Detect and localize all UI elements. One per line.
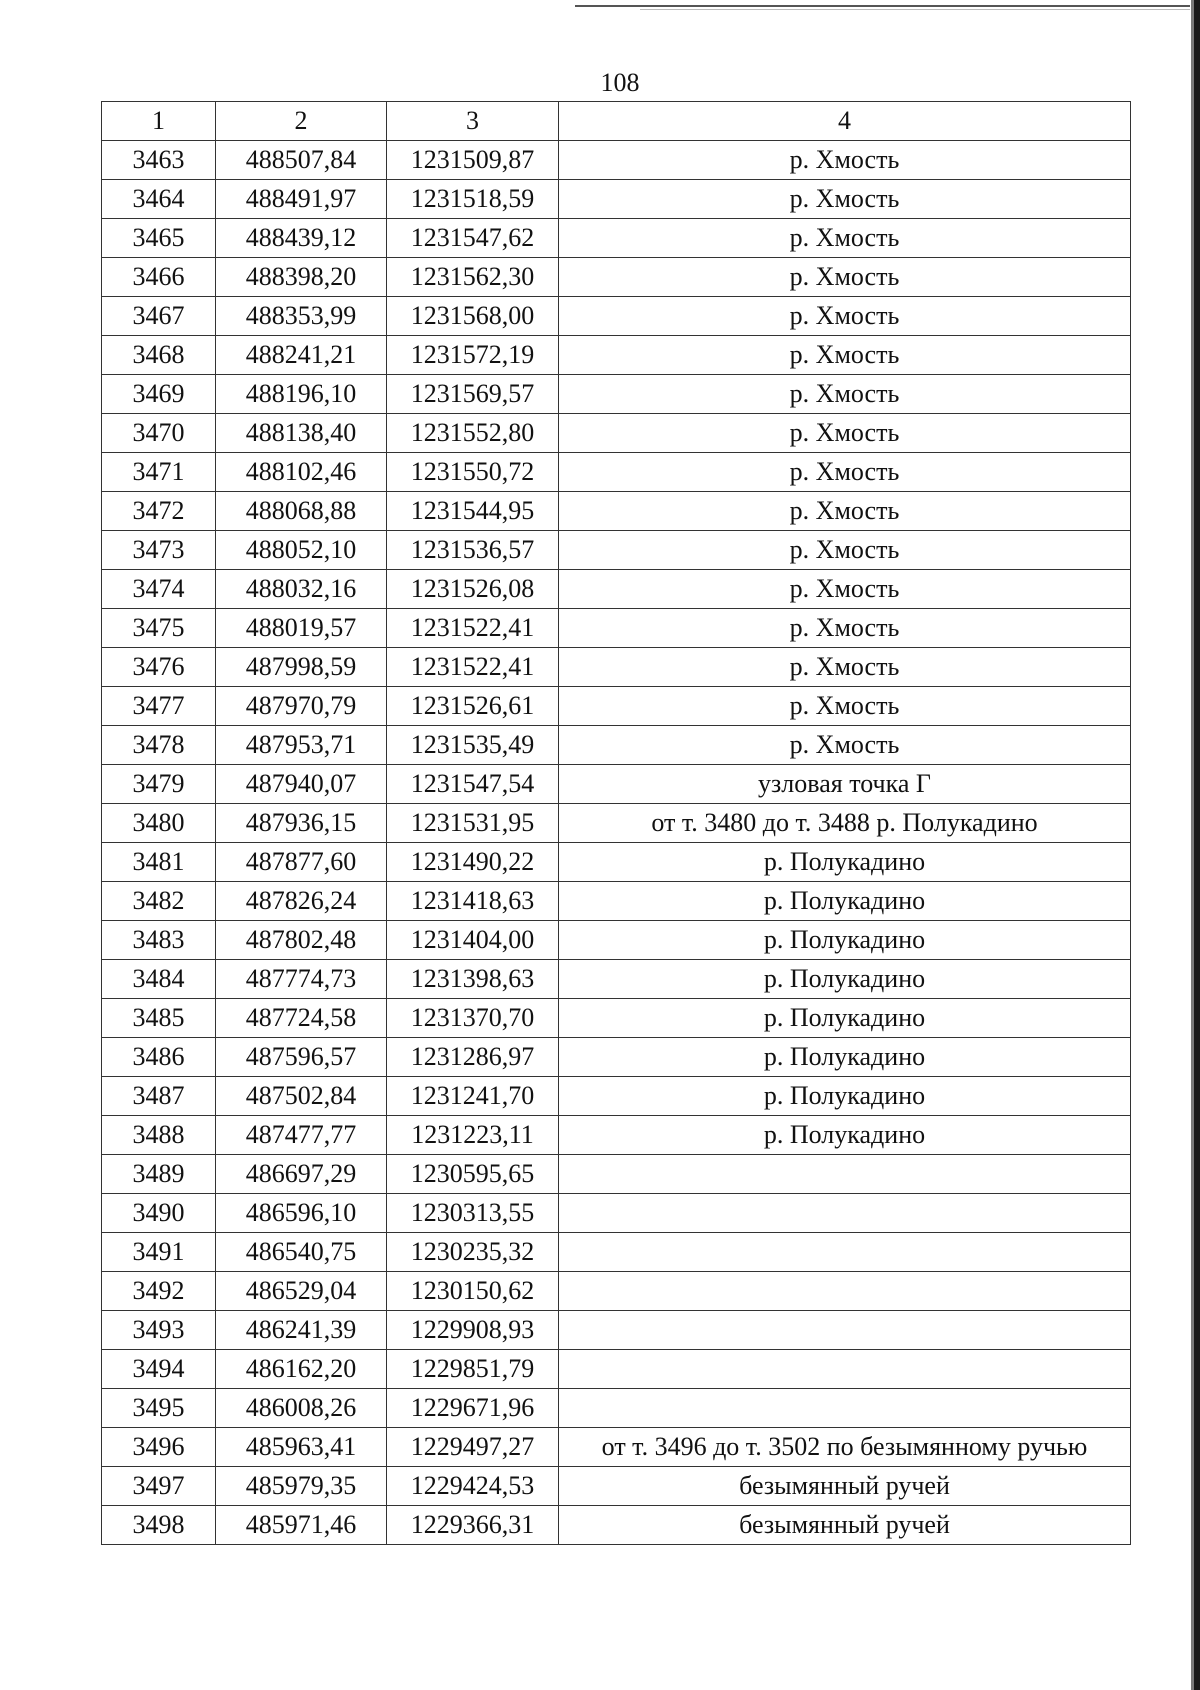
table-row — [102, 648, 1131, 687]
description-cell: р. Хмость — [559, 141, 1131, 180]
y-coordinate-cell: 1231526,61 — [387, 687, 559, 726]
y-coordinate-cell: 1231398,63 — [387, 960, 559, 999]
x-coordinate-cell: 485979,35 — [216, 1467, 387, 1506]
y-coordinate-cell: 1229671,96 — [387, 1389, 559, 1428]
y-coordinate-cell: 1231286,97 — [387, 1038, 559, 1077]
scan-top-edge-faint — [640, 9, 1190, 10]
scan-right-edge — [1194, 0, 1200, 1690]
x-coordinate-cell: 487936,15 — [216, 804, 387, 843]
y-coordinate-cell: 1229851,79 — [387, 1350, 559, 1389]
description-cell: от т. 3496 до т. 3502 по безымянному ручью — [559, 1428, 1131, 1467]
table-row — [102, 921, 1131, 960]
point-number-cell: 3477 — [102, 687, 216, 726]
header-row — [102, 102, 1131, 141]
header-col-2: 2 — [216, 102, 387, 141]
y-coordinate-cell: 1230313,55 — [387, 1194, 559, 1233]
x-coordinate-cell: 486008,26 — [216, 1389, 387, 1428]
point-number-cell: 3469 — [102, 375, 216, 414]
y-coordinate-cell: 1231544,95 — [387, 492, 559, 531]
y-coordinate-cell: 1230235,32 — [387, 1233, 559, 1272]
x-coordinate-cell: 486540,75 — [216, 1233, 387, 1272]
y-coordinate-cell: 1231518,59 — [387, 180, 559, 219]
x-coordinate-cell: 488196,10 — [216, 375, 387, 414]
description-cell: р. Хмость — [559, 297, 1131, 336]
description-cell — [559, 1194, 1131, 1233]
point-number-cell: 3465 — [102, 219, 216, 258]
table-row — [102, 999, 1131, 1038]
table-row — [102, 141, 1131, 180]
point-number-cell: 3481 — [102, 843, 216, 882]
x-coordinate-cell: 487596,57 — [216, 1038, 387, 1077]
description-cell: р. Полукадино — [559, 882, 1131, 921]
table-row — [102, 1038, 1131, 1077]
y-coordinate-cell: 1231568,00 — [387, 297, 559, 336]
y-coordinate-cell: 1230595,65 — [387, 1155, 559, 1194]
table-row — [102, 414, 1131, 453]
table-row — [102, 843, 1131, 882]
x-coordinate-cell: 488507,84 — [216, 141, 387, 180]
point-number-cell: 3495 — [102, 1389, 216, 1428]
description-cell: от т. 3480 до т. 3488 р. Полукадино — [559, 804, 1131, 843]
table-row — [102, 687, 1131, 726]
point-number-cell: 3464 — [102, 180, 216, 219]
point-number-cell: 3491 — [102, 1233, 216, 1272]
point-number-cell: 3476 — [102, 648, 216, 687]
point-number-cell: 3496 — [102, 1428, 216, 1467]
x-coordinate-cell: 488068,88 — [216, 492, 387, 531]
point-number-cell: 3463 — [102, 141, 216, 180]
x-coordinate-cell: 488353,99 — [216, 297, 387, 336]
table-row — [102, 1155, 1131, 1194]
description-cell: узловая точка Г — [559, 765, 1131, 804]
y-coordinate-cell: 1231562,30 — [387, 258, 559, 297]
point-number-cell: 3472 — [102, 492, 216, 531]
point-number-cell: 3490 — [102, 1194, 216, 1233]
y-coordinate-cell: 1231370,70 — [387, 999, 559, 1038]
point-number-cell: 3466 — [102, 258, 216, 297]
point-number-cell: 3493 — [102, 1311, 216, 1350]
table-row — [102, 960, 1131, 999]
point-number-cell: 3474 — [102, 570, 216, 609]
x-coordinate-cell: 487724,58 — [216, 999, 387, 1038]
table-row — [102, 1194, 1131, 1233]
y-coordinate-cell: 1231223,11 — [387, 1116, 559, 1155]
description-cell: безымянный ручей — [559, 1467, 1131, 1506]
x-coordinate-cell: 487502,84 — [216, 1077, 387, 1116]
x-coordinate-cell: 487998,59 — [216, 648, 387, 687]
x-coordinate-cell: 486162,20 — [216, 1350, 387, 1389]
x-coordinate-cell: 486241,39 — [216, 1311, 387, 1350]
y-coordinate-cell: 1231535,49 — [387, 726, 559, 765]
x-coordinate-cell: 487953,71 — [216, 726, 387, 765]
table-row — [102, 609, 1131, 648]
point-number-cell: 3489 — [102, 1155, 216, 1194]
y-coordinate-cell: 1231241,70 — [387, 1077, 559, 1116]
description-cell — [559, 1311, 1131, 1350]
y-coordinate-cell: 1231526,08 — [387, 570, 559, 609]
y-coordinate-cell: 1231550,72 — [387, 453, 559, 492]
description-cell: р. Полукадино — [559, 999, 1131, 1038]
x-coordinate-cell: 487802,48 — [216, 921, 387, 960]
point-number-cell: 3473 — [102, 531, 216, 570]
table-row — [102, 375, 1131, 414]
point-number-cell: 3484 — [102, 960, 216, 999]
y-coordinate-cell: 1231509,87 — [387, 141, 559, 180]
point-number-cell: 3486 — [102, 1038, 216, 1077]
point-number-cell: 3494 — [102, 1350, 216, 1389]
y-coordinate-cell: 1229497,27 — [387, 1428, 559, 1467]
x-coordinate-cell: 487940,07 — [216, 765, 387, 804]
description-cell: р. Полукадино — [559, 1038, 1131, 1077]
table-row — [102, 1389, 1131, 1428]
table-row — [102, 882, 1131, 921]
description-cell: р. Полукадино — [559, 843, 1131, 882]
point-number-cell: 3487 — [102, 1077, 216, 1116]
table-header — [102, 102, 1131, 141]
description-cell: р. Полукадино — [559, 1077, 1131, 1116]
description-cell — [559, 1350, 1131, 1389]
coordinates-table — [101, 101, 1131, 1545]
x-coordinate-cell: 488491,97 — [216, 180, 387, 219]
description-cell: р. Хмость — [559, 531, 1131, 570]
y-coordinate-cell: 1229424,53 — [387, 1467, 559, 1506]
point-number-cell: 3488 — [102, 1116, 216, 1155]
header-col-1: 1 — [102, 102, 216, 141]
description-cell: р. Хмость — [559, 219, 1131, 258]
table-row — [102, 258, 1131, 297]
table-row — [102, 1233, 1131, 1272]
table-row — [102, 1467, 1131, 1506]
table-row — [102, 297, 1131, 336]
x-coordinate-cell: 488019,57 — [216, 609, 387, 648]
point-number-cell: 3485 — [102, 999, 216, 1038]
description-cell: р. Хмость — [559, 414, 1131, 453]
point-number-cell: 3470 — [102, 414, 216, 453]
description-cell: р. Хмость — [559, 336, 1131, 375]
y-coordinate-cell: 1231572,19 — [387, 336, 559, 375]
table-row — [102, 765, 1131, 804]
x-coordinate-cell: 488138,40 — [216, 414, 387, 453]
table-row — [102, 336, 1131, 375]
description-cell: р. Хмость — [559, 180, 1131, 219]
x-coordinate-cell: 488398,20 — [216, 258, 387, 297]
x-coordinate-cell: 485963,41 — [216, 1428, 387, 1467]
y-coordinate-cell: 1231531,95 — [387, 804, 559, 843]
x-coordinate-cell: 486697,29 — [216, 1155, 387, 1194]
description-cell: р. Полукадино — [559, 1116, 1131, 1155]
y-coordinate-cell: 1231522,41 — [387, 609, 559, 648]
description-cell: р. Хмость — [559, 375, 1131, 414]
x-coordinate-cell: 488241,21 — [216, 336, 387, 375]
x-coordinate-cell: 488102,46 — [216, 453, 387, 492]
table-row — [102, 219, 1131, 258]
y-coordinate-cell: 1231569,57 — [387, 375, 559, 414]
y-coordinate-cell: 1231552,80 — [387, 414, 559, 453]
x-coordinate-cell: 487774,73 — [216, 960, 387, 999]
x-coordinate-cell: 488032,16 — [216, 570, 387, 609]
y-coordinate-cell: 1231490,22 — [387, 843, 559, 882]
y-coordinate-cell: 1231536,57 — [387, 531, 559, 570]
table-row — [102, 1116, 1131, 1155]
description-cell: р. Хмость — [559, 492, 1131, 531]
description-cell: р. Хмость — [559, 726, 1131, 765]
y-coordinate-cell: 1231404,00 — [387, 921, 559, 960]
description-cell — [559, 1389, 1131, 1428]
table-row — [102, 1428, 1131, 1467]
y-coordinate-cell: 1231522,41 — [387, 648, 559, 687]
description-cell — [559, 1233, 1131, 1272]
table-row — [102, 726, 1131, 765]
header-col-3: 3 — [387, 102, 559, 141]
description-cell: р. Хмость — [559, 258, 1131, 297]
x-coordinate-cell: 488439,12 — [216, 219, 387, 258]
table-body — [102, 141, 1131, 1545]
table-row — [102, 453, 1131, 492]
x-coordinate-cell: 485971,46 — [216, 1506, 387, 1545]
table-row — [102, 531, 1131, 570]
y-coordinate-cell: 1231547,54 — [387, 765, 559, 804]
table-row — [102, 804, 1131, 843]
table-row — [102, 1272, 1131, 1311]
scan-top-edge — [575, 5, 1190, 7]
point-number-cell: 3475 — [102, 609, 216, 648]
x-coordinate-cell: 487477,77 — [216, 1116, 387, 1155]
x-coordinate-cell: 486529,04 — [216, 1272, 387, 1311]
y-coordinate-cell: 1230150,62 — [387, 1272, 559, 1311]
description-cell — [559, 1155, 1131, 1194]
y-coordinate-cell: 1231547,62 — [387, 219, 559, 258]
description-cell: р. Хмость — [559, 453, 1131, 492]
point-number-cell: 3482 — [102, 882, 216, 921]
table-row — [102, 1350, 1131, 1389]
x-coordinate-cell: 487970,79 — [216, 687, 387, 726]
point-number-cell: 3478 — [102, 726, 216, 765]
header-col-4: 4 — [559, 102, 1131, 141]
table-row — [102, 1077, 1131, 1116]
y-coordinate-cell: 1229908,93 — [387, 1311, 559, 1350]
y-coordinate-cell: 1229366,31 — [387, 1506, 559, 1545]
point-number-cell: 3471 — [102, 453, 216, 492]
description-cell: р. Полукадино — [559, 921, 1131, 960]
point-number-cell: 3480 — [102, 804, 216, 843]
description-cell: р. Полукадино — [559, 960, 1131, 999]
y-coordinate-cell: 1231418,63 — [387, 882, 559, 921]
point-number-cell: 3483 — [102, 921, 216, 960]
table-row — [102, 570, 1131, 609]
description-cell — [559, 1272, 1131, 1311]
table-row — [102, 492, 1131, 531]
point-number-cell: 3492 — [102, 1272, 216, 1311]
x-coordinate-cell: 487877,60 — [216, 843, 387, 882]
table-row — [102, 180, 1131, 219]
point-number-cell: 3498 — [102, 1506, 216, 1545]
point-number-cell: 3468 — [102, 336, 216, 375]
x-coordinate-cell: 488052,10 — [216, 531, 387, 570]
description-cell: безымянный ручей — [559, 1506, 1131, 1545]
description-cell: р. Хмость — [559, 609, 1131, 648]
table-row — [102, 1311, 1131, 1350]
x-coordinate-cell: 487826,24 — [216, 882, 387, 921]
x-coordinate-cell: 486596,10 — [216, 1194, 387, 1233]
table-row — [102, 1506, 1131, 1545]
point-number-cell: 3467 — [102, 297, 216, 336]
description-cell: р. Хмость — [559, 687, 1131, 726]
description-cell: р. Хмость — [559, 648, 1131, 687]
description-cell: р. Хмость — [559, 570, 1131, 609]
page-number: 108 — [600, 68, 640, 97]
point-number-cell: 3479 — [102, 765, 216, 804]
point-number-cell: 3497 — [102, 1467, 216, 1506]
